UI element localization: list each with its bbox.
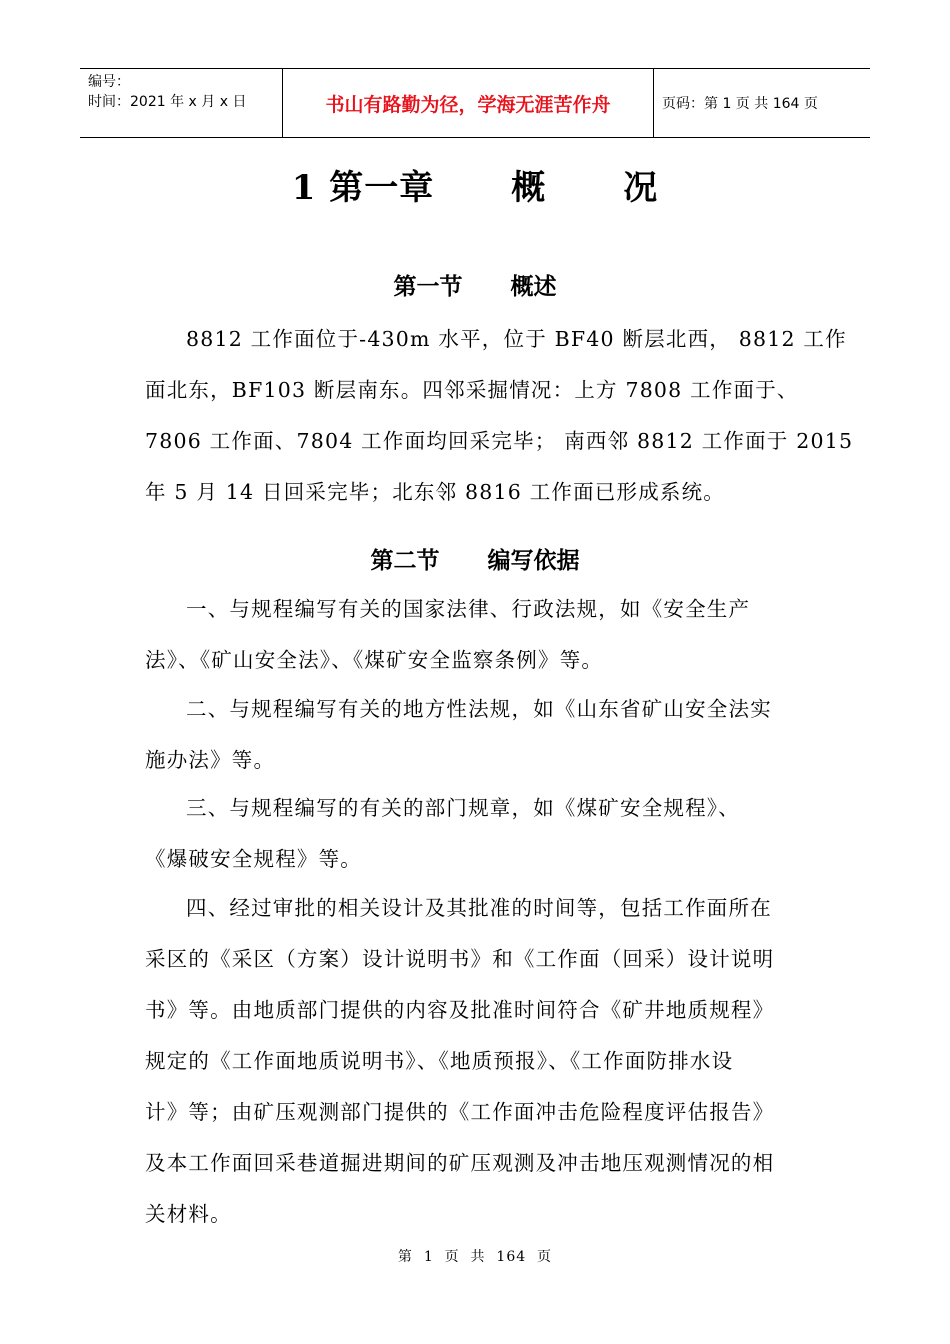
header-table [80,68,870,138]
document-number-label: 编号： [88,74,130,90]
header-page-info: 页码：第 1 页 共 164 页 [662,96,818,112]
paragraph-line: 《爆破安全规程》等。 [145,847,362,871]
paragraph-line: 7806 工作面、7804 工作面均回采完毕； 南西邻 8812 工作面于 2015 [145,429,854,453]
paragraph-line: 规定的《工作面地质说明书》、《地质预报》、《工作面防排水设 [145,1049,734,1073]
header-meta-cell [80,69,282,137]
chapter-title: 1 第一章 概 况 [291,168,659,208]
document-date: 时间：2021 年 x 月 x 日 [88,94,247,110]
paragraph-line: 书》等。由地质部门提供的内容及批准时间符合《矿井地质规程》 [145,998,775,1022]
section-title-overview: 第一节 概述 [393,273,557,300]
paragraph-line: 施办法》等。 [145,748,276,772]
paragraph-line: 一、与规程编写有关的国家法律、行政法规，如《安全生产 [186,597,751,621]
paragraph-basis-4 [145,883,810,1240]
section-title-basis: 第二节 编写依据 [370,547,580,574]
paragraph-basis-1 [145,584,810,686]
paragraph-line: 采区的《采区（方案）设计说明书》和《工作面（回采）设计说明 [145,947,775,971]
paragraph-line: 8812 工作面位于-430m 水平，位于 BF40 断层北西， 8812 工作 [186,327,847,351]
paragraph-overview [145,314,854,518]
paragraph-line: 二、与规程编写有关的地方性法规，如《山东省矿山安全法实 [186,697,772,721]
paragraph-line: 三、与规程编写的有关的部门规章，如《煤矿安全规程》、 [186,796,740,820]
paragraph-basis-2 [145,684,810,786]
paragraph-line: 面北东，BF103 断层南东。四邻采掘情况：上方 7808 工作面于、 [145,378,799,402]
paragraph-line: 及本工作面回采巷道掘进期间的矿压观测及冲击地压观测情况的相 [145,1151,775,1175]
paragraph-line: 计》等；由矿压观测部门提供的《工作面冲击危险程度评估报告》 [145,1100,775,1124]
paragraph-line: 四、经过审批的相关设计及其批准的时间等，包括工作面所在 [186,896,772,920]
page-footer: 第 1 页 共 164 页 [397,1249,553,1265]
paragraph-line: 年 5 月 14 日回采完毕；北东邻 8816 工作面已形成系统。 [145,480,725,504]
paragraph-line: 关材料。 [145,1202,232,1226]
paragraph-basis-3 [145,783,810,885]
paragraph-line: 法》、《矿山安全法》、《煤矿安全监察条例》等。 [145,648,604,672]
header-motto: 书山有路勤为径，学海无涯苦作舟 [282,69,654,137]
